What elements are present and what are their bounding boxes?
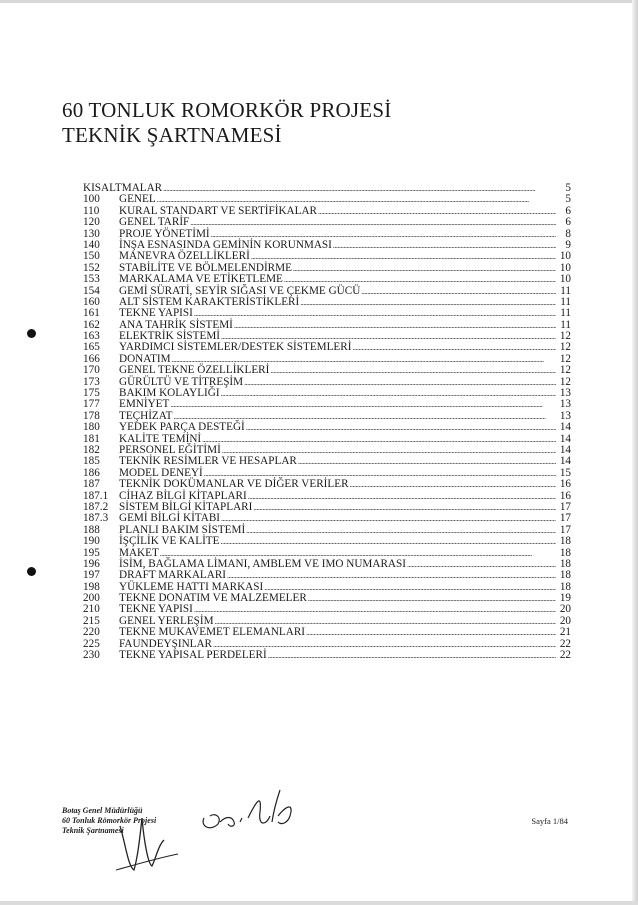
- toc-leader-dots: [234, 320, 556, 331]
- toc-leader-dots: [221, 513, 556, 524]
- table-of-contents: [83, 183, 571, 661]
- toc-page-number: 18: [559, 569, 571, 582]
- toc-page-number: 11: [560, 318, 571, 331]
- toc-page-number: 10: [559, 273, 571, 286]
- toc-row: [83, 570, 571, 581]
- toc-label: GEMİ BİLGİ KİTABI: [119, 512, 221, 525]
- toc-section-number: 152: [83, 261, 100, 274]
- toc-page-number: 19: [559, 592, 571, 605]
- toc-label: EMNİYET: [119, 398, 170, 411]
- toc-page-number: 8: [565, 227, 571, 240]
- toc-page-number: 14: [559, 443, 571, 456]
- toc-entry: [119, 536, 571, 547]
- toc-page-number: 20: [559, 603, 571, 616]
- toc-leader-dots: [318, 206, 556, 217]
- toc-page-number: 22: [559, 649, 571, 662]
- toc-label: İSİM, BAĞLAMA LİMANI, AMBLEM VE IMO NUMARASI: [119, 557, 406, 570]
- toc-section-number: 186: [83, 466, 100, 479]
- toc-section-number: 153: [83, 273, 100, 286]
- toc-label: YARDIMCI SİSTEMLER/DESTEK SİSTEMLERİ: [119, 341, 352, 354]
- toc-label: PLANLI BAKIM SİSTEMİ: [119, 523, 246, 536]
- toc-leader-dots: [284, 274, 556, 285]
- toc-page-number: 13: [559, 398, 571, 411]
- toc-page-number: 14: [559, 421, 571, 434]
- page-edge-right: [632, 0, 638, 905]
- toc-leader-dots: [220, 536, 556, 547]
- toc-section-number: 140: [83, 238, 100, 251]
- toc-leader-dots: [293, 263, 556, 274]
- toc-page-number: 22: [559, 637, 571, 650]
- toc-row: [83, 183, 571, 194]
- toc-label: DRAFT MARKALARI: [119, 569, 227, 582]
- toc-label: STABİLİTE VE BÖLMELENDİRME: [119, 261, 292, 274]
- toc-leader-dots: [246, 525, 556, 536]
- toc-row: [83, 536, 571, 547]
- footer-line-1: Botaş Genel Müdürlüğü: [62, 806, 143, 815]
- toc-leader-dots: [264, 582, 556, 593]
- footer-line-3: Teknik Şartnamesi: [62, 826, 124, 835]
- toc-page-number: 11: [560, 284, 571, 297]
- toc-page-number: 20: [559, 614, 571, 627]
- toc-section-number: 188: [83, 523, 100, 536]
- toc-page-number: 18: [559, 580, 571, 593]
- toc-section-number: 100: [83, 193, 100, 206]
- toc-section-number: 215: [83, 614, 100, 627]
- toc-label: MANEVRA ÖZELLİKLERİ: [119, 250, 250, 263]
- toc-leader-dots: [407, 559, 556, 570]
- toc-section-number: 230: [83, 649, 100, 662]
- toc-section-number: 130: [83, 227, 100, 240]
- title-line-2: TEKNİK ŞARTNAMESİ: [62, 123, 282, 147]
- toc-leader-dots: [308, 593, 556, 604]
- toc-section-number: 177: [83, 398, 100, 411]
- toc-section-number: 187: [83, 478, 100, 491]
- toc-label: ALT SİSTEM KARAKTERİSTİKLERİ: [119, 295, 300, 308]
- page-number: Sayfa 1/84: [531, 816, 568, 826]
- toc-label: GÜRÜLTÜ VE TİTREŞİM: [119, 375, 244, 388]
- toc-label: KALİTE TEMİNİ: [119, 432, 202, 445]
- toc-entry: [119, 388, 571, 399]
- toc-label: KISALTMALAR: [83, 182, 163, 194]
- toc-section-number: 173: [83, 375, 100, 388]
- toc-leader-dots: [361, 286, 556, 297]
- toc-section-number: 154: [83, 284, 100, 297]
- toc-label: İŞÇİLİK VE KALİTE: [119, 535, 220, 548]
- toc-label: DONATIM: [119, 352, 171, 365]
- toc-row: [83, 627, 571, 638]
- toc-section-number: 185: [83, 455, 100, 468]
- toc-label: BAKIM KOLAYLIĞI: [119, 387, 220, 400]
- toc-leader-dots: [244, 377, 556, 388]
- toc-section-number: 182: [83, 443, 100, 456]
- toc-label: SİSTEM BİLGİ KİTAPLARI: [119, 500, 253, 513]
- toc-label: GENEL TEKNE ÖZELLİKLERİ: [119, 364, 270, 377]
- toc-section-number: 162: [83, 318, 100, 331]
- toc-section-number: 110: [83, 204, 100, 217]
- toc-row: [83, 308, 571, 319]
- toc-leader-dots: [251, 251, 556, 262]
- toc-section-number: 200: [83, 592, 100, 605]
- toc-leader-dots: [163, 183, 556, 194]
- document-title: [62, 98, 391, 148]
- toc-leader-dots: [300, 297, 556, 308]
- toc-section-number: 161: [83, 307, 100, 320]
- toc-page-number: 14: [559, 455, 571, 468]
- toc-section-number: 150: [83, 250, 100, 263]
- toc-row: [83, 365, 571, 376]
- toc-section-number: 195: [83, 546, 100, 559]
- toc-page-number: 18: [559, 535, 571, 548]
- toc-label: FAUNDEYŞINLAR: [119, 637, 213, 650]
- toc-label: PERSONEL EĞİTİMİ: [119, 443, 221, 456]
- toc-page-number: 15: [559, 466, 571, 479]
- toc-leader-dots: [352, 342, 556, 353]
- toc-row: [83, 479, 571, 490]
- toc-entry: [119, 627, 571, 638]
- toc-label: YÜKLEME HATTI MARKASI: [119, 580, 264, 593]
- toc-entry: [119, 479, 571, 490]
- toc-label: MAKET: [119, 546, 159, 559]
- toc-page-number: 10: [559, 250, 571, 263]
- toc-page-number: 12: [559, 352, 571, 365]
- toc-section-number: 178: [83, 409, 100, 422]
- toc-leader-dots: [268, 650, 556, 661]
- toc-section-number: 163: [83, 330, 100, 343]
- toc-leader-dots: [306, 627, 556, 638]
- toc-label: KURAL STANDART VE SERTİFİKALAR: [119, 204, 318, 217]
- toc-page-number: 13: [559, 387, 571, 400]
- toc-entry: [119, 570, 571, 581]
- toc-label: GEMİ SÜRATİ, SEYİR SIĞASI VE ÇEKME GÜCÜ: [119, 284, 361, 297]
- toc-page-number: 5: [565, 193, 571, 206]
- toc-leader-dots: [202, 434, 556, 445]
- toc-section-number: 210: [83, 603, 100, 616]
- toc-section-number: 187.3: [83, 512, 109, 525]
- toc-label: TEKNE YAPISI: [119, 307, 193, 320]
- page-edge-bottom: [0, 901, 638, 905]
- toc-page-number: 18: [559, 546, 571, 559]
- toc-page-number: 6: [565, 216, 571, 229]
- title-line-1: 60 TONLUK ROMORKÖR PROJESİ: [62, 98, 392, 122]
- toc-page-number: 17: [559, 523, 571, 536]
- toc-section-number: 220: [83, 626, 100, 639]
- toc-page-number: 21: [559, 626, 571, 639]
- toc-page-number: 17: [559, 512, 571, 525]
- toc-page-number: 16: [559, 478, 571, 491]
- toc-entry: [119, 399, 571, 410]
- toc-leader-dots: [270, 365, 556, 376]
- toc-section-number: 198: [83, 580, 100, 593]
- toc-section-number: 225: [83, 637, 100, 650]
- toc-section-number: 166: [83, 352, 100, 365]
- toc-section-number: 187.2: [83, 500, 109, 513]
- toc-label: TEKNE YAPISI: [119, 603, 193, 616]
- toc-label: GENEL TARİF: [119, 216, 190, 229]
- toc-row: [83, 513, 571, 524]
- toc-label: GENEL: [119, 193, 156, 206]
- toc-row: [83, 274, 571, 285]
- toc-section-number: 170: [83, 364, 100, 377]
- toc-label: ANA TAHRİK SİSTEMİ: [119, 318, 233, 331]
- toc-page-number: 6: [565, 204, 571, 217]
- toc-leader-dots: [227, 570, 556, 581]
- toc-page-number: 14: [559, 432, 571, 445]
- toc-entry: [119, 650, 571, 661]
- toc-section-number: 197: [83, 569, 100, 582]
- toc-section-number: 180: [83, 421, 100, 434]
- toc-row: [83, 422, 571, 433]
- toc-section-number: 190: [83, 535, 100, 548]
- toc-section-number: 160: [83, 295, 100, 308]
- toc-leader-dots: [194, 308, 556, 319]
- toc-page-number: 16: [559, 489, 571, 502]
- toc-section-number: 196: [83, 557, 100, 570]
- toc-section-number: 165: [83, 341, 100, 354]
- toc-leader-dots: [221, 388, 556, 399]
- toc-label: TEKNİK DOKÜMANLAR VE DİĞER VERİLER: [119, 478, 349, 491]
- toc-page-number: 12: [559, 364, 571, 377]
- toc-page-number: 11: [560, 295, 571, 308]
- toc-page-number: 10: [559, 261, 571, 274]
- toc-page-number: 13: [559, 409, 571, 422]
- toc-leader-dots: [333, 240, 556, 251]
- toc-label: TEKNE YAPISAL PERDELERİ: [119, 649, 267, 662]
- toc-label: TEKNİK RESİMLER VE HESAPLAR: [119, 455, 297, 468]
- toc-leader-dots: [298, 456, 556, 467]
- punch-hole-top: [27, 329, 36, 338]
- toc-entry: [119, 422, 571, 433]
- toc-entry: [119, 274, 571, 285]
- toc-section-number: 181: [83, 432, 100, 445]
- toc-page-number: 12: [559, 341, 571, 354]
- toc-page-number: 11: [560, 307, 571, 320]
- toc-leader-dots: [170, 399, 556, 410]
- toc-row: [83, 650, 571, 661]
- toc-entry: [119, 342, 571, 353]
- toc-leader-dots: [246, 422, 556, 433]
- page-edge-top: [0, 0, 638, 3]
- toc-label: TEKNE DONATIM VE MALZEMELER: [119, 592, 307, 605]
- toc-leader-dots: [190, 217, 556, 228]
- toc-page-number: 17: [559, 500, 571, 513]
- punch-hole-bottom: [27, 567, 36, 576]
- toc-label: GENEL YERLEŞİM: [119, 614, 214, 627]
- toc-section-number: 187.1: [83, 489, 109, 502]
- toc-label: TEÇHİZAT: [119, 409, 173, 422]
- toc-page-number: 18: [559, 557, 571, 570]
- toc-label: İNŞA ESNASINDA GEMİNİN KORUNMASI: [119, 238, 332, 251]
- toc-page-number: 9: [565, 238, 571, 251]
- toc-entry: [119, 217, 571, 228]
- footer-line-2: 60 Tonluk Römorkör Projesi: [62, 816, 157, 825]
- toc-page-number: 12: [559, 330, 571, 343]
- toc-section-number: 120: [83, 216, 100, 229]
- toc-leader-dots: [253, 502, 556, 513]
- toc-label: MODEL DENEYİ: [119, 466, 203, 479]
- toc-entry: [119, 365, 571, 376]
- toc-label: CİHAZ BİLGİ KİTAPLARI: [119, 489, 247, 502]
- toc-leader-dots: [350, 479, 556, 490]
- toc-label: ELEKTRİK SİSTEMİ: [119, 330, 220, 343]
- signature-2: [196, 782, 326, 842]
- toc-section-number: 175: [83, 387, 100, 400]
- toc-label: YEDEK PARÇA DESTEĞİ: [119, 421, 245, 434]
- toc-entry: [119, 308, 571, 319]
- toc-leader-dots: [194, 604, 556, 615]
- toc-label: TEKNE MUKAVEMET ELEMANLARI: [119, 626, 306, 639]
- toc-label: MARKALAMA VE ETİKETLEME: [119, 273, 283, 286]
- toc-row: [83, 217, 571, 228]
- toc-page-number: 5: [565, 182, 571, 194]
- toc-leader-dots: [248, 491, 556, 502]
- toc-label: PROJE YÖNETİMİ: [119, 227, 210, 240]
- toc-entry: [83, 183, 571, 194]
- toc-page-number: 12: [559, 375, 571, 388]
